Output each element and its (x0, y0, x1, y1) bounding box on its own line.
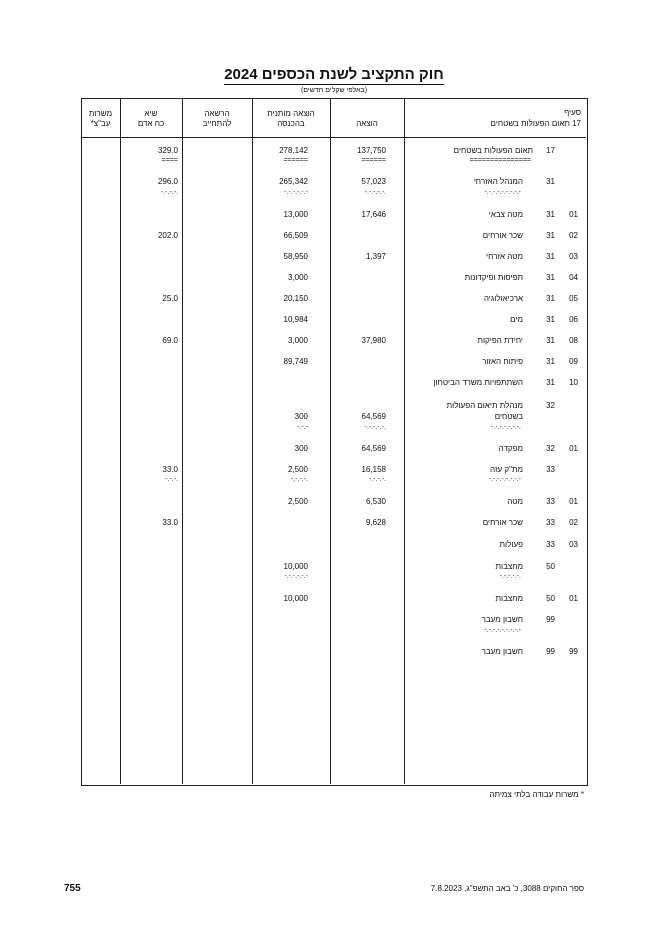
row-section: 99 (546, 615, 555, 624)
row-peak: 202.0 (157, 231, 178, 240)
row-section: 50 (546, 562, 555, 571)
row-subsection: 08 (569, 336, 578, 345)
row-name: מים (510, 315, 523, 324)
row-subsection: 02 (569, 518, 578, 527)
row-name: מת"ק עזה (490, 465, 523, 474)
row-name: תאום הפעולות בשטחים (453, 146, 533, 155)
header-commitment-line1: הרשאה (204, 109, 230, 118)
row-name-underline: =============== (469, 157, 531, 164)
row-peak: 33.0 (162, 518, 178, 527)
header-divider (81, 137, 586, 138)
row-conditional-underline: -.-.-.-.-.- (284, 189, 308, 196)
row-section: 50 (546, 594, 555, 603)
row-section: 17 (546, 146, 555, 155)
row-section: 32 (546, 444, 555, 453)
row-expenditure: 16,158 (361, 465, 386, 474)
row-name: יחידת הפיקות (477, 336, 523, 345)
row-conditional-underline: -.-.-.-. (290, 476, 308, 483)
row-conditional: 265,342 (279, 177, 308, 186)
row-name: מפקדה (498, 444, 523, 453)
row-name-underline: -.-.-.-.-.-.-.-.- (484, 189, 521, 196)
row-expenditure: 64,569 (361, 412, 386, 421)
row-conditional: 10,000 (283, 562, 308, 571)
row-name: חשבון מעבר (481, 647, 523, 656)
publication-source: ספר החוקים 3088, כ' באב התשפ"ג, 7.8.2023 (430, 884, 584, 893)
row-name: מחצבות (495, 594, 523, 603)
row-name-underline: -.-.-.-.-.-.-.- (488, 476, 521, 483)
row-conditional: 89,749 (283, 357, 308, 366)
row-expenditure: 17,646 (361, 210, 386, 219)
header-positions (81, 109, 120, 129)
row-peak: 69.0 (162, 336, 178, 345)
row-subsection: 01 (569, 444, 578, 453)
row-name: מטה אזרחי (486, 252, 523, 261)
row-section: 31 (546, 210, 555, 219)
row-name-underline: -.-.-.-.-. (499, 573, 521, 580)
row-name: חשבון מעבר (481, 615, 523, 624)
row-name: פיתוח האזור (482, 357, 523, 366)
row-expenditure-underline: -.-.-.-.-. (364, 424, 386, 431)
header-commitment (182, 109, 252, 129)
row-section: 33 (546, 518, 555, 527)
row-expenditure: 9,628 (365, 518, 386, 527)
row-subsection: 03 (569, 540, 578, 549)
row-conditional: 3,000 (287, 273, 308, 282)
row-name: ארכיאולוגיה (483, 294, 523, 303)
page-subtitle: (באלפי שקלים חדשים) (300, 87, 368, 94)
row-name: שכר אורחים (482, 518, 523, 527)
row-section: 31 (546, 315, 555, 324)
column-divider (330, 98, 331, 784)
row-conditional: 10,984 (283, 315, 308, 324)
row-section: 31 (546, 294, 555, 303)
header-conditional (252, 109, 330, 129)
row-subsection: 01 (569, 497, 578, 506)
row-subsection: 04 (569, 273, 578, 282)
row-conditional: 300 (294, 444, 308, 453)
row-peak-underline: ==== (161, 157, 178, 164)
row-conditional: 10,000 (283, 594, 308, 603)
column-divider (182, 98, 183, 784)
header-positions-line1: משרות (88, 109, 113, 118)
row-section: 31 (546, 357, 555, 366)
row-section: 31 (546, 273, 555, 282)
row-section: 33 (546, 465, 555, 474)
row-name: השתתפויות משרד הביטחון (433, 378, 523, 387)
row-name: מטה (507, 497, 523, 506)
header-peak (120, 109, 182, 129)
row-name: מטה צבאי (488, 210, 523, 219)
row-conditional: 2,500 (287, 465, 308, 474)
row-conditional: 2,500 (287, 497, 308, 506)
row-conditional-underline: -.-.-.-.-.- (284, 573, 308, 580)
row-expenditure: 6,530 (365, 497, 386, 506)
row-section: 31 (546, 177, 555, 186)
row-expenditure: 137,750 (357, 146, 386, 155)
row-expenditure: 57,023 (361, 177, 386, 186)
row-section: 99 (546, 647, 555, 656)
row-subsection: 01 (569, 594, 578, 603)
header-conditional-line1: הוצאה מותנית (267, 109, 315, 118)
row-conditional: 20,150 (283, 294, 308, 303)
page-title (0, 66, 668, 83)
row-conditional: 58,950 (283, 252, 308, 261)
row-name: המנהל האזרחי (473, 177, 523, 186)
row-subsection: 05 (569, 294, 578, 303)
column-divider (120, 98, 121, 784)
row-name-underline: -.-.-.-.-.-.-. (491, 424, 521, 431)
row-conditional: 13,000 (283, 210, 308, 219)
row-section: 31 (546, 378, 555, 387)
budget-table (81, 98, 588, 786)
row-name: מנהלת תיאום הפעולות (446, 401, 523, 410)
row-name: שכר אורחים (482, 231, 523, 240)
row-section: 31 (546, 252, 555, 261)
row-peak-underline: -.-.-. (165, 476, 178, 483)
row-subsection: 99 (569, 647, 578, 656)
row-peak: 33.0 (162, 465, 178, 474)
header-conditional-line2: בהכנסה (277, 119, 305, 128)
header-peak-line1: שיא (144, 109, 158, 118)
row-conditional: 300 (294, 412, 308, 421)
row-expenditure: 1,397 (365, 252, 386, 261)
page-title-text: חוק התקציב לשנת הכספים 2024 (224, 66, 444, 83)
row-section: 31 (546, 336, 555, 345)
row-name: תפיסות ופיקדונות (464, 273, 523, 282)
header-peak-line2: כח אדם (137, 119, 165, 128)
row-peak: 329.0 (157, 146, 178, 155)
row-peak-underline: -.-.-.-. (160, 189, 178, 196)
row-subsection: 06 (569, 315, 578, 324)
header-positions-line2: עב"צ* (90, 119, 111, 128)
header-commitment-line2: להתחייב (202, 119, 232, 128)
row-section: 33 (546, 540, 555, 549)
row-section: 31 (546, 231, 555, 240)
row-conditional: 278,142 (279, 146, 308, 155)
header-section (410, 107, 581, 129)
row-conditional: 66,509 (283, 231, 308, 240)
row-expenditure: 37,980 (361, 336, 386, 345)
header-section-label: סעיף (564, 108, 581, 117)
row-section: 32 (546, 401, 555, 410)
row-name-line2: בשטחים (494, 412, 523, 421)
row-name-underline: -.-.-.-.-.-.-.-.- (484, 627, 521, 634)
header-expenditure: הוצאה (356, 119, 378, 128)
row-subsection: 01 (569, 210, 578, 219)
header-section-title: 17 תאום הפעולות בשטחים (490, 119, 581, 128)
row-subsection: 03 (569, 252, 578, 261)
row-conditional: 3,000 (287, 336, 308, 345)
row-subsection: 09 (569, 357, 578, 366)
row-expenditure-underline: ====== (361, 157, 386, 164)
footnote: * משרות עבודה בלתי צמיתה (489, 790, 584, 799)
row-expenditure-underline: -.-.-.-.-. (364, 189, 386, 196)
page-number: 755 (64, 883, 81, 894)
column-divider (404, 98, 405, 784)
row-name: פעולות (499, 540, 523, 549)
row-section: 33 (546, 497, 555, 506)
row-expenditure: 64,569 (361, 444, 386, 453)
row-conditional-underline: ====== (283, 157, 308, 164)
row-peak: 296.0 (157, 177, 178, 186)
row-peak: 25.0 (162, 294, 178, 303)
row-subsection: 10 (569, 378, 578, 387)
row-name: מחצבות (495, 562, 523, 571)
column-divider (252, 98, 253, 784)
row-subsection: 02 (569, 231, 578, 240)
row-expenditure-underline: -.-.-.-. (368, 476, 386, 483)
row-conditional-underline: -.-.- (297, 424, 308, 431)
